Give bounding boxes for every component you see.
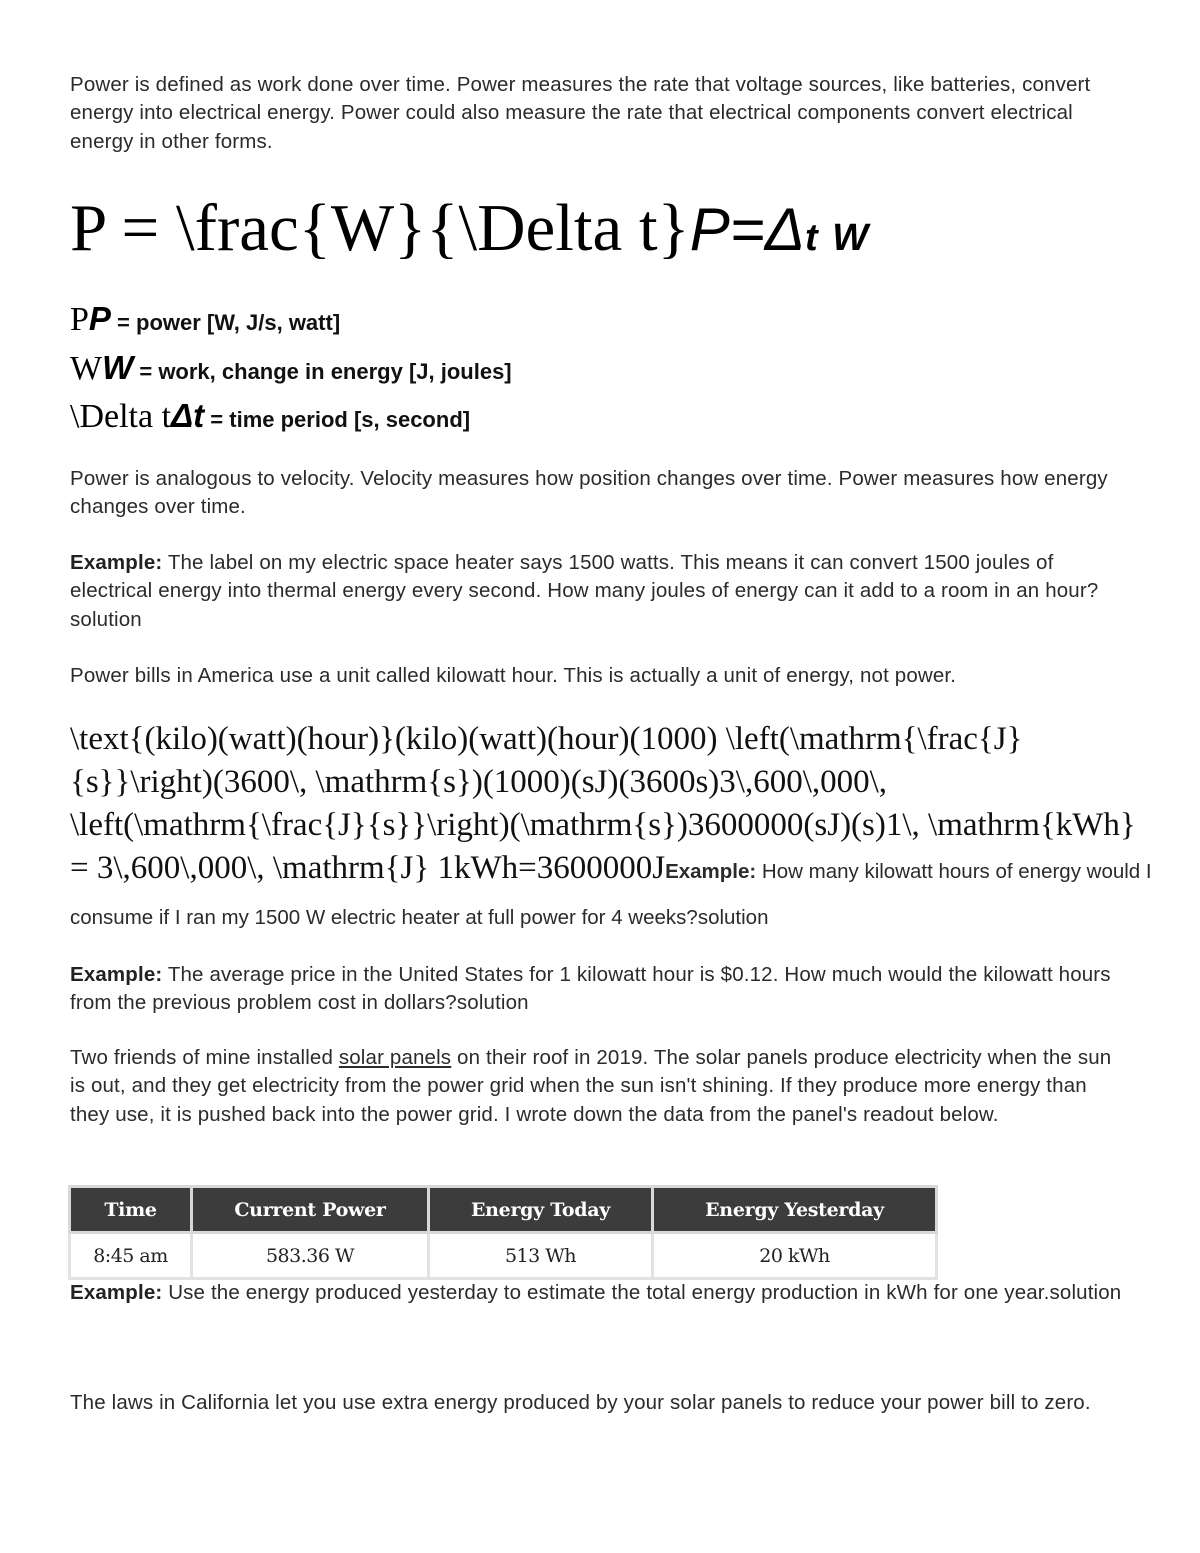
cell-time: 8:45 am: [70, 1233, 192, 1279]
cell-energy-today: 513 Wh: [429, 1233, 653, 1279]
solution-link[interactable]: solution: [697, 906, 769, 929]
variable-latex: W: [70, 350, 103, 387]
variable-latex: \Delta t: [70, 398, 172, 435]
solution-link[interactable]: solution: [456, 991, 529, 1015]
cell-energy-yesterday: 20 kWh: [653, 1233, 937, 1279]
kwh-formula-text: \text{(kilo)(watt)(hour)}(kilo)(watt)(hour)(1000) \left(\mathrm{\frac{J}{s}}\right)(3600\, \mathrm{s})(1000)(sJ)(3600s)3\,600\,000\, \left(\mathrm{\frac{J}{s}}\right)(\mathrm{s})3600000(sJ)(s)1\, \mathrm{kWh} = 3\,600\,000\, \mathrm{J} 1kWh=3600000J: [70, 721, 1136, 886]
column-header-energy-today: Energy Today: [429, 1187, 653, 1233]
example-text: The label on my electric space heater says 1500 watts. This means it can convert 1500 joules of electrical energy into thermal energy every second. How many joules of energy can it add to a room in an hour?: [70, 551, 1099, 603]
variable-symbol: P: [88, 300, 111, 337]
intro-paragraph: Power is defined as work done over time. Power measures the rate that voltage sources, like batteries, convert energy into electrical energy. Power could also measure the rate that electrical components convert electrical energy in other forms.: [70, 73, 1091, 153]
variable-symbol: Δt: [171, 397, 205, 434]
variable-description: = power [W, J/s, watt]: [110, 310, 341, 335]
solar-readout-table: [68, 1185, 938, 1280]
example-heater-joules: [70, 549, 1130, 634]
variable-latex: P: [70, 301, 89, 338]
cell-current-power: 583.36 W: [192, 1233, 429, 1279]
variable-definition-work: [70, 349, 512, 393]
example-label: Example:: [70, 963, 163, 986]
solar-panels-link[interactable]: solar panels: [338, 1046, 452, 1069]
analogy-paragraph: Power is analogous to velocity. Velocity measures how position changes over time. Power measures how energy changes over time.: [70, 467, 1108, 519]
column-header-current-power: Current Power: [192, 1187, 429, 1233]
example-label: Example:: [70, 1281, 163, 1304]
table-row: [70, 1233, 937, 1279]
solar-text-before: Two friends of mine installed: [70, 1046, 339, 1069]
example-kwh-cost: [70, 961, 1130, 1018]
variable-definition-power: [70, 300, 340, 344]
closing-paragraph: The laws in California let you use extra energy produced by your solar panels to reduce your power bill to zero.: [70, 1391, 1091, 1414]
variable-symbol: W: [102, 349, 134, 386]
variable-description: = work, change in energy [J, joules]: [133, 359, 512, 384]
kwh-conversion-formula: [70, 718, 1160, 939]
variable-description: = time period [s, second]: [204, 407, 471, 432]
solution-link[interactable]: solution: [1049, 1281, 1122, 1304]
column-header-time: Time: [70, 1187, 192, 1233]
example-label: Example:: [665, 860, 757, 883]
solution-link[interactable]: solution: [70, 607, 142, 631]
variable-definition-time: [70, 397, 470, 441]
table-header-row: [70, 1187, 937, 1233]
formula-rendered-fragment: t W: [805, 217, 871, 259]
kwh-intro-paragraph: Power bills in America use a unit called kilowatt hour. This is actually a unit of energy, not power.: [70, 664, 957, 687]
solar-paragraph: [70, 1044, 1130, 1129]
example-text: The average price in the United States for 1 kilowatt hour is $0.12. How much would the kilowatt hours from the previous problem cost in dollars?: [70, 963, 1111, 1015]
power-formula: [70, 190, 870, 276]
formula-latex-source: P = \frac{W}{\Delta t}: [70, 191, 690, 265]
example-yearly-production: [70, 1279, 1130, 1307]
example-label: Example:: [70, 551, 163, 574]
formula-rendered: P=Δ: [689, 196, 806, 263]
solar-text-after: on their roof in 2019. The solar panels produce electricity when the sun is out, and they get electricity from the power grid when the sun isn't shining. If they produce more energy than they use, it is pushed back into the power grid. I wrote down the data from the panel's readout below.: [70, 1046, 1112, 1126]
example-text: Use the energy produced yesterday to estimate the total energy production in kWh for one year.: [162, 1281, 1050, 1304]
example-text: How many kilowatt hours of energy would I consume if I ran my 1500 W electric heater at full power for 4 weeks?: [70, 860, 1152, 929]
column-header-energy-yesterday: Energy Yesterday: [653, 1187, 937, 1233]
